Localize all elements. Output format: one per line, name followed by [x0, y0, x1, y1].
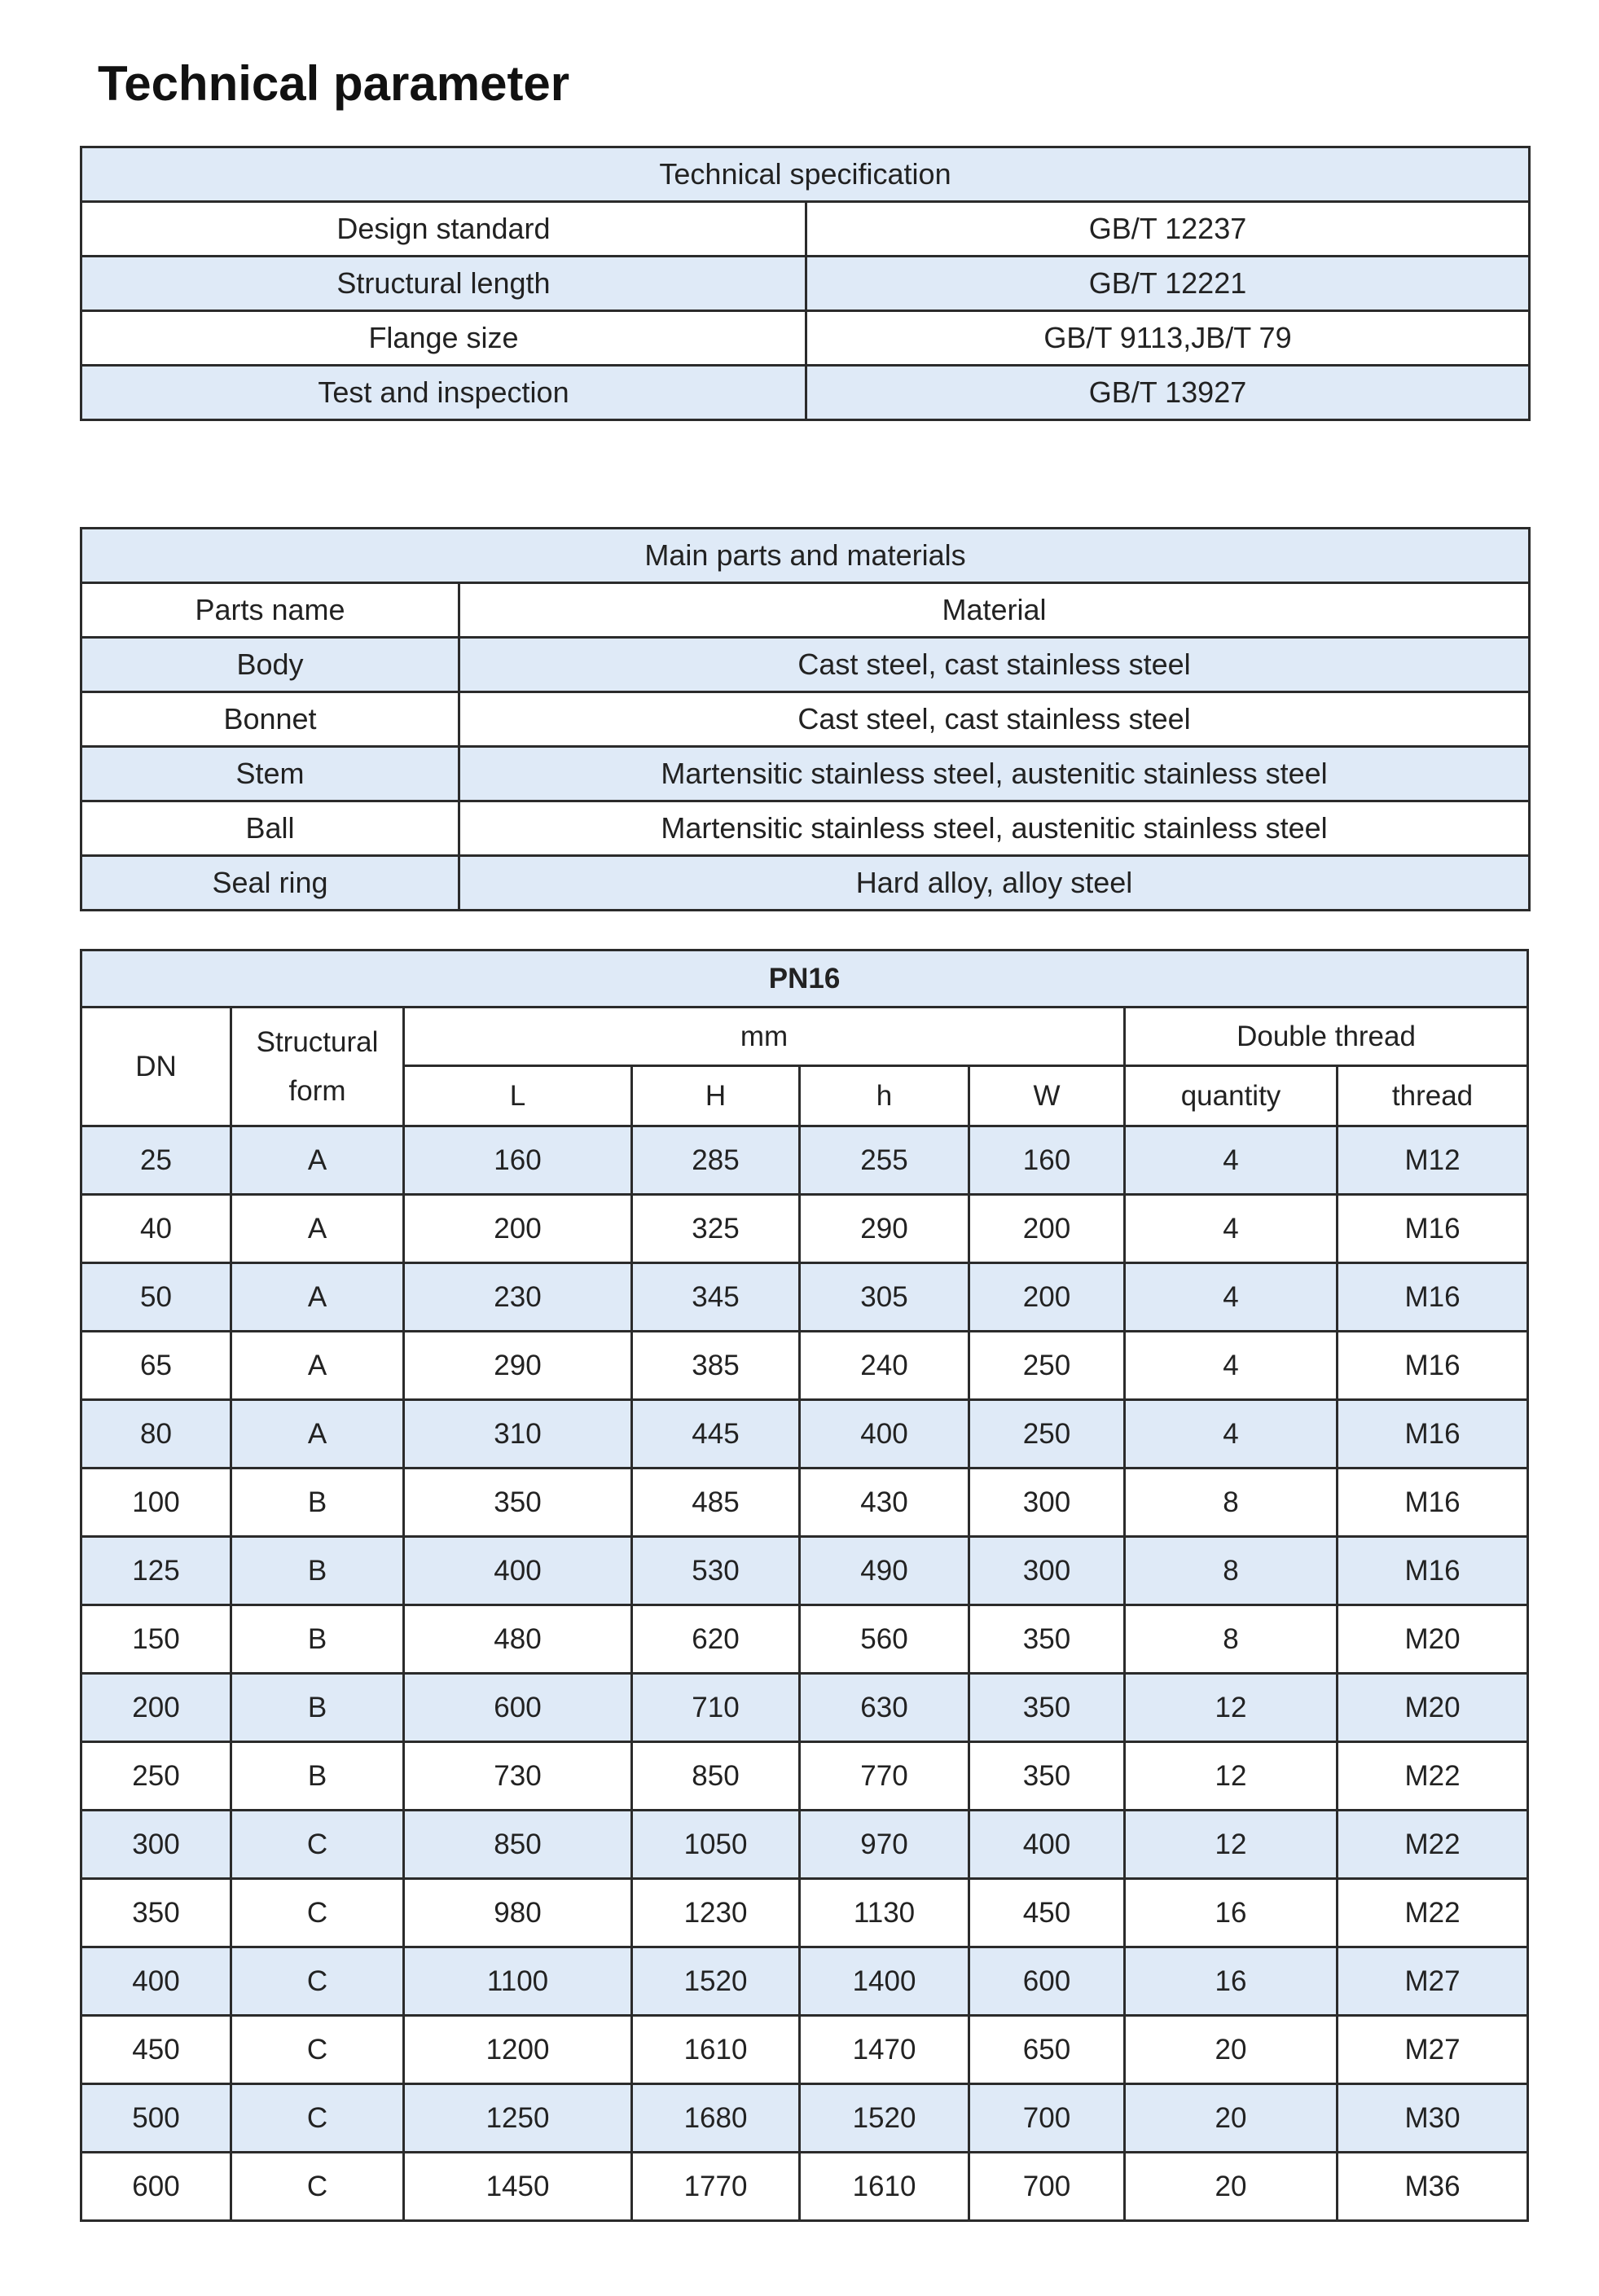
lower-h-cell: 770	[800, 1742, 969, 1811]
w-cell: 300	[969, 1537, 1125, 1605]
structural-form-cell: C	[231, 1811, 404, 1879]
table-row	[81, 1468, 1528, 1537]
lower-h-cell: 1610	[800, 2153, 969, 2221]
l-cell: 1200	[404, 2016, 632, 2084]
l-cell: 400	[404, 1537, 632, 1605]
dn-cell: 65	[81, 1332, 231, 1400]
w-header: W	[969, 1066, 1125, 1126]
structural-form-cell: A	[231, 1263, 404, 1332]
spec-label: Flange size	[81, 311, 806, 366]
lower-h-cell: 630	[800, 1674, 969, 1742]
upper-h-cell: 530	[632, 1537, 800, 1605]
thread-cell: M16	[1338, 1195, 1528, 1263]
structural-form-header	[231, 1008, 404, 1126]
mm-header: mm	[404, 1008, 1125, 1066]
spec-value: GB/T 13927	[806, 366, 1530, 420]
upper-h-cell: 385	[632, 1332, 800, 1400]
dn-cell: 80	[81, 1400, 231, 1468]
w-cell: 650	[969, 2016, 1125, 2084]
l-cell: 980	[404, 1879, 632, 1947]
table-row	[81, 1126, 1528, 1195]
spec-label: Design standard	[81, 202, 806, 257]
lower-h-cell: 970	[800, 1811, 969, 1879]
dn-cell: 400	[81, 1947, 231, 2016]
table-row	[81, 1811, 1528, 1879]
quantity-cell: 16	[1125, 1879, 1338, 1947]
materials-table	[80, 527, 1531, 911]
table-row	[81, 1332, 1528, 1400]
upper-h-cell: 445	[632, 1400, 800, 1468]
w-cell: 300	[969, 1468, 1125, 1537]
parts-name-header: Parts name	[81, 583, 459, 638]
l-cell: 350	[404, 1468, 632, 1537]
w-cell: 700	[969, 2153, 1125, 2221]
table-row	[81, 311, 1530, 366]
upper-h-cell: 345	[632, 1263, 800, 1332]
table-row	[81, 692, 1530, 747]
upper-h-cell: 620	[632, 1605, 800, 1674]
thread-cell: M27	[1338, 2016, 1528, 2084]
table-row	[81, 1195, 1528, 1263]
lower-h-cell: 255	[800, 1126, 969, 1195]
thread-header: thread	[1338, 1066, 1528, 1126]
part-material: Martensitic stainless steel, austenitic stainless steel	[459, 747, 1530, 801]
lower-h-cell: 400	[800, 1400, 969, 1468]
structural-form-cell: A	[231, 1332, 404, 1400]
spec-value: GB/T 9113,JB/T 79	[806, 311, 1530, 366]
structural-form-cell: A	[231, 1400, 404, 1468]
quantity-cell: 16	[1125, 1947, 1338, 2016]
pn16-dimensions-table	[80, 949, 1529, 2222]
l-cell: 1250	[404, 2084, 632, 2153]
part-name: Bonnet	[81, 692, 459, 747]
dn-cell: 600	[81, 2153, 231, 2221]
technical-specification-table	[80, 146, 1531, 421]
dn-cell: 150	[81, 1605, 231, 1674]
quantity-cell: 12	[1125, 1742, 1338, 1811]
upper-h-cell: 1680	[632, 2084, 800, 2153]
material-header: Material	[459, 583, 1530, 638]
thread-cell: M16	[1338, 1263, 1528, 1332]
pn16-caption: PN16	[81, 950, 1528, 1008]
l-cell: 600	[404, 1674, 632, 1742]
quantity-cell: 12	[1125, 1811, 1338, 1879]
structural-form-header-line1: Structural	[256, 1025, 379, 1058]
w-cell: 600	[969, 1947, 1125, 2016]
quantity-cell: 20	[1125, 2084, 1338, 2153]
lower-h-cell: 1520	[800, 2084, 969, 2153]
structural-form-cell: C	[231, 2084, 404, 2153]
structural-form-cell: C	[231, 1879, 404, 1947]
part-name: Seal ring	[81, 856, 459, 911]
spec-label: Structural length	[81, 257, 806, 311]
structural-form-header-line2: form	[288, 1074, 346, 1107]
upper-h-cell: 1610	[632, 2016, 800, 2084]
structural-form-cell: B	[231, 1605, 404, 1674]
table-row	[81, 638, 1530, 692]
dn-cell: 250	[81, 1742, 231, 1811]
w-cell: 400	[969, 1811, 1125, 1879]
table-row	[81, 202, 1530, 257]
upper-h-header: H	[632, 1066, 800, 1126]
quantity-cell: 4	[1125, 1263, 1338, 1332]
quantity-cell: 20	[1125, 2016, 1338, 2084]
materials-caption: Main parts and materials	[81, 529, 1530, 583]
w-cell: 160	[969, 1126, 1125, 1195]
part-name: Body	[81, 638, 459, 692]
structural-form-cell: A	[231, 1126, 404, 1195]
quantity-cell: 8	[1125, 1605, 1338, 1674]
thread-cell: M30	[1338, 2084, 1528, 2153]
dn-cell: 50	[81, 1263, 231, 1332]
table-row	[81, 856, 1530, 911]
table-row	[81, 2084, 1528, 2153]
lower-h-cell: 240	[800, 1332, 969, 1400]
thread-cell: M36	[1338, 2153, 1528, 2221]
structural-form-cell: B	[231, 1742, 404, 1811]
spec-value: GB/T 12221	[806, 257, 1530, 311]
table-row	[81, 1605, 1528, 1674]
dn-cell: 500	[81, 2084, 231, 2153]
table-row	[81, 1879, 1528, 1947]
thread-cell: M22	[1338, 1811, 1528, 1879]
dn-cell: 100	[81, 1468, 231, 1537]
w-cell: 700	[969, 2084, 1125, 2153]
l-cell: 850	[404, 1811, 632, 1879]
table-row	[81, 1674, 1528, 1742]
structural-form-cell: B	[231, 1468, 404, 1537]
table-row	[81, 2153, 1528, 2221]
thread-cell: M16	[1338, 1332, 1528, 1400]
lower-h-cell: 1130	[800, 1879, 969, 1947]
part-material: Cast steel, cast stainless steel	[459, 638, 1530, 692]
table-row	[81, 1742, 1528, 1811]
part-name: Ball	[81, 801, 459, 856]
lower-h-header: h	[800, 1066, 969, 1126]
table-row	[81, 257, 1530, 311]
quantity-cell: 8	[1125, 1537, 1338, 1605]
table-row	[81, 2016, 1528, 2084]
structural-form-cell: C	[231, 1947, 404, 2016]
quantity-header: quantity	[1125, 1066, 1338, 1126]
part-material: Hard alloy, alloy steel	[459, 856, 1530, 911]
spec-caption: Technical specification	[81, 147, 1530, 202]
w-cell: 350	[969, 1674, 1125, 1742]
table-row	[81, 747, 1530, 801]
upper-h-cell: 1050	[632, 1811, 800, 1879]
upper-h-cell: 850	[632, 1742, 800, 1811]
w-cell: 450	[969, 1879, 1125, 1947]
quantity-cell: 20	[1125, 2153, 1338, 2221]
structural-form-cell: B	[231, 1674, 404, 1742]
spec-value: GB/T 12237	[806, 202, 1530, 257]
thread-cell: M16	[1338, 1537, 1528, 1605]
l-cell: 160	[404, 1126, 632, 1195]
upper-h-cell: 325	[632, 1195, 800, 1263]
l-cell: 1450	[404, 2153, 632, 2221]
l-cell: 730	[404, 1742, 632, 1811]
quantity-cell: 4	[1125, 1332, 1338, 1400]
dn-cell: 200	[81, 1674, 231, 1742]
structural-form-cell: A	[231, 1195, 404, 1263]
structural-form-cell: C	[231, 2153, 404, 2221]
w-cell: 350	[969, 1605, 1125, 1674]
lower-h-cell: 560	[800, 1605, 969, 1674]
thread-cell: M20	[1338, 1674, 1528, 1742]
quantity-cell: 12	[1125, 1674, 1338, 1742]
thread-cell: M16	[1338, 1468, 1528, 1537]
lower-h-cell: 305	[800, 1263, 969, 1332]
lower-h-cell: 1470	[800, 2016, 969, 2084]
thread-cell: M22	[1338, 1742, 1528, 1811]
table-row	[81, 1263, 1528, 1332]
w-cell: 250	[969, 1332, 1125, 1400]
lower-h-cell: 290	[800, 1195, 969, 1263]
quantity-cell: 4	[1125, 1400, 1338, 1468]
dn-cell: 450	[81, 2016, 231, 2084]
quantity-cell: 4	[1125, 1195, 1338, 1263]
part-name: Stem	[81, 747, 459, 801]
upper-h-cell: 485	[632, 1468, 800, 1537]
table-row	[81, 801, 1530, 856]
thread-cell: M27	[1338, 1947, 1528, 2016]
l-cell: 230	[404, 1263, 632, 1332]
quantity-cell: 4	[1125, 1126, 1338, 1195]
thread-cell: M16	[1338, 1400, 1528, 1468]
upper-h-cell: 710	[632, 1674, 800, 1742]
dn-cell: 125	[81, 1537, 231, 1605]
lower-h-cell: 430	[800, 1468, 969, 1537]
page-title: Technical parameter	[98, 56, 570, 111]
l-header: L	[404, 1066, 632, 1126]
dn-cell: 40	[81, 1195, 231, 1263]
l-cell: 480	[404, 1605, 632, 1674]
thread-cell: M20	[1338, 1605, 1528, 1674]
upper-h-cell: 1520	[632, 1947, 800, 2016]
lower-h-cell: 490	[800, 1537, 969, 1605]
upper-h-cell: 1230	[632, 1879, 800, 1947]
upper-h-cell: 285	[632, 1126, 800, 1195]
thread-cell: M12	[1338, 1126, 1528, 1195]
l-cell: 310	[404, 1400, 632, 1468]
w-cell: 350	[969, 1742, 1125, 1811]
l-cell: 200	[404, 1195, 632, 1263]
w-cell: 200	[969, 1263, 1125, 1332]
thread-cell: M22	[1338, 1879, 1528, 1947]
lower-h-cell: 1400	[800, 1947, 969, 2016]
table-row	[81, 366, 1530, 420]
dn-header: DN	[81, 1008, 231, 1126]
dn-cell: 25	[81, 1126, 231, 1195]
l-cell: 290	[404, 1332, 632, 1400]
w-cell: 250	[969, 1400, 1125, 1468]
dn-cell: 350	[81, 1879, 231, 1947]
table-row	[81, 1537, 1528, 1605]
table-row	[81, 1947, 1528, 2016]
dn-cell: 300	[81, 1811, 231, 1879]
pn16-body	[81, 1126, 1528, 2221]
quantity-cell: 8	[1125, 1468, 1338, 1537]
structural-form-cell: B	[231, 1537, 404, 1605]
l-cell: 1100	[404, 1947, 632, 2016]
double-thread-header: Double thread	[1125, 1008, 1528, 1066]
w-cell: 200	[969, 1195, 1125, 1263]
table-row	[81, 1400, 1528, 1468]
part-material: Martensitic stainless steel, austenitic stainless steel	[459, 801, 1530, 856]
part-material: Cast steel, cast stainless steel	[459, 692, 1530, 747]
structural-form-cell: C	[231, 2016, 404, 2084]
upper-h-cell: 1770	[632, 2153, 800, 2221]
spec-label: Test and inspection	[81, 366, 806, 420]
